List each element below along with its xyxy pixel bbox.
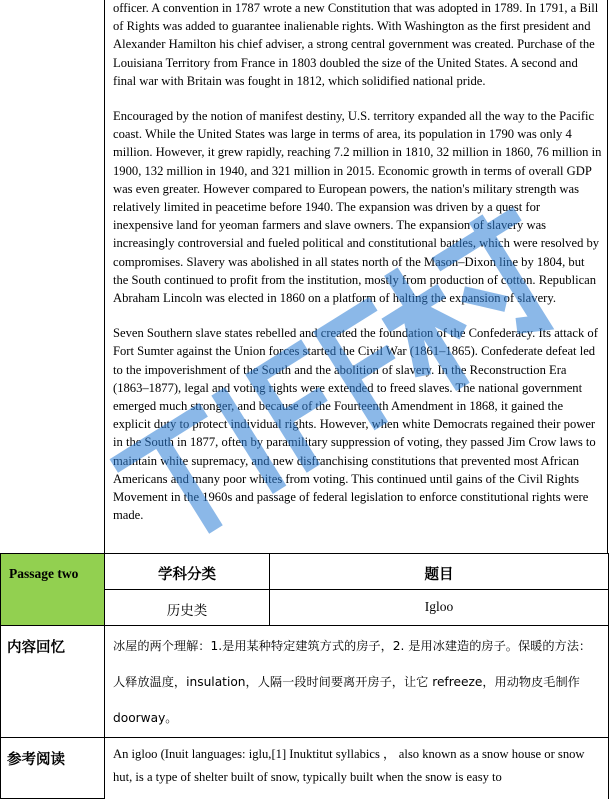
recall-text-cell (104, 625, 609, 738)
topic-value: Igloo (424, 599, 454, 614)
passage-one-text-cell (104, 0, 608, 553)
passage-one-text (113, 0, 603, 541)
passage-two-label-cell (0, 553, 105, 626)
reading-label-cell (0, 737, 105, 799)
recall-label-cell (0, 625, 105, 738)
category-header-cell (104, 553, 270, 590)
reading-text: An igloo (Inuit languages: iglu,[1] Inuktitut syllabics ， also known as a snow house or snow hut, is a type of shelter built of snow, typically built when the snow is easy to (113, 747, 585, 784)
passage-two-row (0, 553, 609, 626)
paragraph: Seven Southern slave states rebelled and created the foundation of the Confederacy. Its attack of Fort Sumter against the Union forces started the Civil War (1861–1865). Confederate defeat led to the impoverishment of the South and the abolition of slavery. In the Reconstruction Era (1863–1877), legal and voting rights were extended to freed slaves. The national government emerged much stronger, and because of the Fourteenth Amendment in 1868, it gained the explicit duty to protect individual rights. However, when white Democrats regained their power in the South in 1877, often by paramilitary suppression of voting, they passed Jim Crow laws to maintain white supremacy, and new disfranchising constitutions that prevented most African Americans and many poor whites from voting. This continued until gains of the Civil Rights Movement in the 1960s and passage of federal legislation to enforce constitutional rights were made. (113, 326, 598, 523)
topic-value-cell (269, 589, 609, 626)
recall-row (0, 625, 609, 738)
passage-two-label: Passage two (9, 566, 79, 581)
category-value-cell (104, 589, 270, 626)
recall-label: 内容回忆 (7, 640, 65, 656)
topic-header-cell (269, 553, 609, 590)
category-value: 历史类 (166, 603, 208, 619)
paragraph: officer. A convention in 1787 wrote a new Constitution that was adopted in 1789. In 1791, a Bill of Rights was added to guarantee inalienable rights. With Washington as the first president and Alexander Hamilton his chief adviser, a strong central government was created. Purchase of the Louisiana Territory from France in 1803 doubled the size of the United States. A second and final war with Britain was fought in 1812, which solidified national pride. (113, 1, 599, 88)
category-header: 学科分类 (158, 567, 216, 583)
reading-row (0, 737, 609, 799)
reading-text-cell (104, 737, 609, 799)
reading-label: 参考阅读 (7, 752, 65, 768)
topic-header: 题目 (424, 567, 454, 583)
paragraph: Encouraged by the notion of manifest destiny, U.S. territory expanded all the way to the Pacific coast. While the United States was large in terms of area, its population in 1790 was only 4 million. However, it grew rapidly, reaching 7.2 million in 1810, 32 million in 1860, 76 million in 1900, 132 million in 1940, and 321 million in 2015. Economic growth in terms of overall GDP was even greater. However compared to European powers, the nation's military strength was relatively limited in peacetime before 1940. The expansion was driven by a quest for inexpensive land for yeoman farmers and slave owners. The expansion of slavery was increasingly controversial and fueled political and constitutional battles, which were resolved by compromises. Slavery was abolished in all states north of the Mason–Dixon line by 1804, but the South continued to profit from the institution, mostly from production of cotton. Republican Abraham Lincoln was elected in 1860 on a platform of halting the expansion of slavery. (113, 109, 602, 306)
recall-text: 冰屋的两个理解：1.是用某种特定建筑方式的房子，2. 是用冰建造的房子。保暖的方法：人释放温度，insulation，人隔一段时间要离开房子，让它 refreeze，用动物皮毛制作 doorway。 (113, 639, 592, 725)
